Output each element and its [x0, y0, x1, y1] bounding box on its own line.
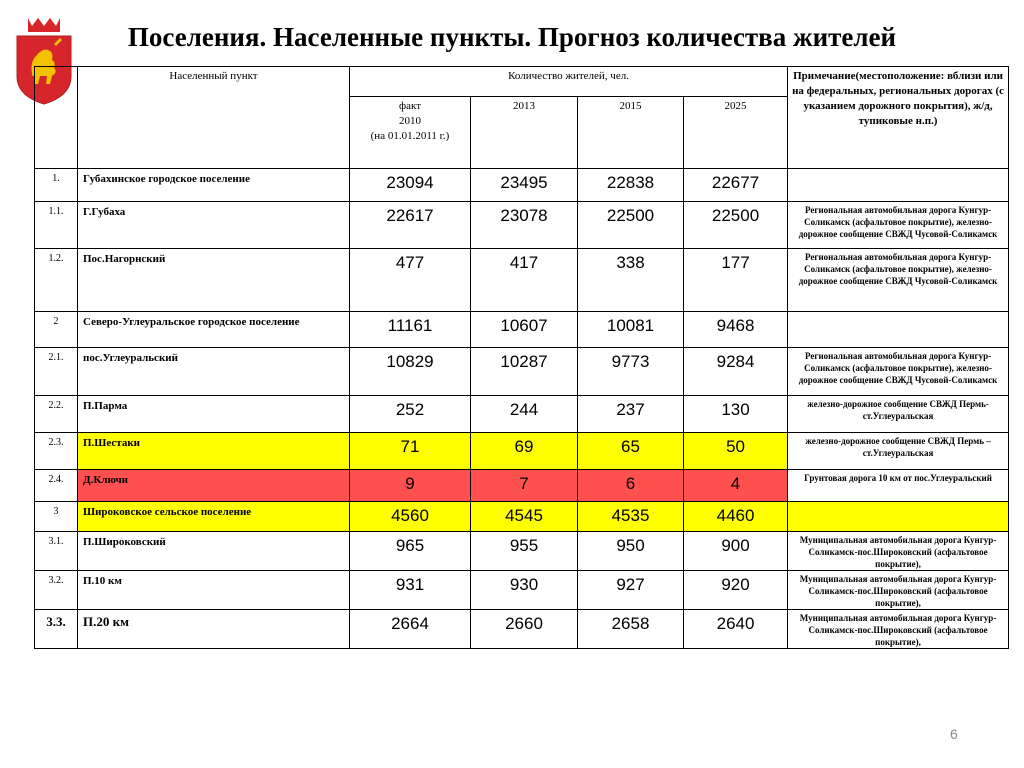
header-note: Примечание(местоположение: вблизи или на федеральных, региональных дорогах (с указанием дорожного покрытия), ж/д, тупиковые н.п.) [788, 67, 1009, 169]
header-2025: 2025 [684, 97, 788, 169]
row-name: пос.Углеуральский [78, 348, 350, 396]
row-note [788, 312, 1009, 348]
row-fact: 22617 [350, 202, 471, 249]
header-place: Населенный пункт [78, 67, 350, 169]
row-note: Региональная автомобильная дорога Кунгур-Соликамск (асфальтовое покрытие), железно-дорожное сообщение СВЖД Чусовой-Соликамск [788, 202, 1009, 249]
row-fact: 252 [350, 396, 471, 433]
row-2025: 4460 [684, 502, 788, 532]
row-name: Северо-Углеуральское городское поселение [78, 312, 350, 348]
row-2015: 6 [578, 470, 684, 502]
row-fact: 2664 [350, 610, 471, 649]
row-note: Муниципальная автомобильная дорога Кунгур-Соликамск-пос.Широковский (асфальтовое покрытие), [788, 532, 1009, 571]
row-code: 2.4. [35, 470, 78, 502]
row-fact: 71 [350, 433, 471, 470]
row-fact: 4560 [350, 502, 471, 532]
row-code: 3.3. [35, 610, 78, 649]
row-fact: 931 [350, 571, 471, 610]
row-fact: 477 [350, 249, 471, 312]
row-name: П.20 км [78, 610, 350, 649]
table-row [35, 502, 1009, 532]
row-2025: 9468 [684, 312, 788, 348]
row-code: 2.2. [35, 396, 78, 433]
row-2025: 130 [684, 396, 788, 433]
header-2013: 2013 [471, 97, 578, 169]
row-note [788, 502, 1009, 532]
table-row [35, 470, 1009, 502]
row-2015: 65 [578, 433, 684, 470]
row-name: Губахинское городское поселение [78, 169, 350, 202]
row-2025: 22500 [684, 202, 788, 249]
row-name: П.10 км [78, 571, 350, 610]
row-2013: 2660 [471, 610, 578, 649]
row-2025: 22677 [684, 169, 788, 202]
table-row [35, 532, 1009, 571]
row-name: Широковское сельское поселение [78, 502, 350, 532]
row-2025: 900 [684, 532, 788, 571]
row-fact: 965 [350, 532, 471, 571]
row-2015: 2658 [578, 610, 684, 649]
row-code: 3.1. [35, 532, 78, 571]
row-2015: 927 [578, 571, 684, 610]
row-fact: 11161 [350, 312, 471, 348]
table-row [35, 610, 1009, 649]
row-fact: 9 [350, 470, 471, 502]
row-2025: 9284 [684, 348, 788, 396]
row-note: железно-дорожное сообщение СВЖД Пермь-ст.Углеуральская [788, 396, 1009, 433]
table-row [35, 312, 1009, 348]
row-name: П.Шестаки [78, 433, 350, 470]
row-2013: 10287 [471, 348, 578, 396]
row-fact: 10829 [350, 348, 471, 396]
row-code: 3 [35, 502, 78, 532]
row-2015: 4535 [578, 502, 684, 532]
row-code: 1. [35, 169, 78, 202]
row-2015: 22500 [578, 202, 684, 249]
row-note: Региональная автомобильная дорога Кунгур-Соликамск (асфальтовое покрытие), железно-дорожное сообщение СВЖД Чусовой-Соликамск [788, 249, 1009, 312]
row-code: 2.1. [35, 348, 78, 396]
page-number: 6 [950, 726, 958, 742]
row-2013: 244 [471, 396, 578, 433]
row-2025: 920 [684, 571, 788, 610]
row-2015: 237 [578, 396, 684, 433]
row-2013: 69 [471, 433, 578, 470]
row-note: Региональная автомобильная дорога Кунгур-Соликамск (асфальтовое покрытие), железно-дорожное сообщение СВЖД Чусовой-Соликамск [788, 348, 1009, 396]
row-2013: 7 [471, 470, 578, 502]
row-code: 2.3. [35, 433, 78, 470]
header-fact-line1: факт [398, 100, 422, 112]
row-2013: 417 [471, 249, 578, 312]
row-2015: 9773 [578, 348, 684, 396]
population-table [34, 66, 1009, 649]
row-note: Муниципальная автомобильная дорога Кунгур-Соликамск-пос.Широковский (асфальтовое покрытие), [788, 610, 1009, 649]
header-fact-line2: 2010 [399, 115, 421, 127]
row-note: железно-дорожное сообщение СВЖД Пермь – ст.Углеуральская [788, 433, 1009, 470]
row-2025: 4 [684, 470, 788, 502]
header-population: Количество жителей, чел. [350, 67, 788, 97]
row-2025: 177 [684, 249, 788, 312]
row-2015: 950 [578, 532, 684, 571]
table-row [35, 396, 1009, 433]
row-2013: 23495 [471, 169, 578, 202]
row-code: 1.1. [35, 202, 78, 249]
row-2013: 955 [471, 532, 578, 571]
row-code: 2 [35, 312, 78, 348]
row-note: Муниципальная автомобильная дорога Кунгур-Соликамск-пос.Широковский (асфальтовое покрытие), [788, 571, 1009, 610]
row-name: П.Парма [78, 396, 350, 433]
row-2015: 22838 [578, 169, 684, 202]
header-fact [350, 97, 471, 169]
table-row [35, 169, 1009, 202]
table-row [35, 571, 1009, 610]
row-name: П.Широковский [78, 532, 350, 571]
table-row [35, 348, 1009, 396]
row-2025: 50 [684, 433, 788, 470]
row-name: Пос.Нагорнский [78, 249, 350, 312]
row-name: Д.Ключи [78, 470, 350, 502]
table-row [35, 433, 1009, 470]
row-2013: 930 [471, 571, 578, 610]
page-title: Поселения. Населенные пункты. Прогноз количества жителей [127, 22, 897, 52]
row-fact: 23094 [350, 169, 471, 202]
row-2015: 10081 [578, 312, 684, 348]
row-note [788, 169, 1009, 202]
table-row [35, 249, 1009, 312]
header-code-cell [35, 67, 78, 169]
row-name: Г.Губаха [78, 202, 350, 249]
row-code: 3.2. [35, 571, 78, 610]
row-2015: 338 [578, 249, 684, 312]
row-note: Грунтовая дорога 10 км от пос.Углеуральский [788, 470, 1009, 502]
header-fact-line3: (на 01.01.2011 г.) [370, 130, 450, 142]
row-2013: 10607 [471, 312, 578, 348]
header-2015: 2015 [578, 97, 684, 169]
row-2013: 4545 [471, 502, 578, 532]
row-2013: 23078 [471, 202, 578, 249]
row-2025: 2640 [684, 610, 788, 649]
table-row [35, 202, 1009, 249]
row-code: 1.2. [35, 249, 78, 312]
